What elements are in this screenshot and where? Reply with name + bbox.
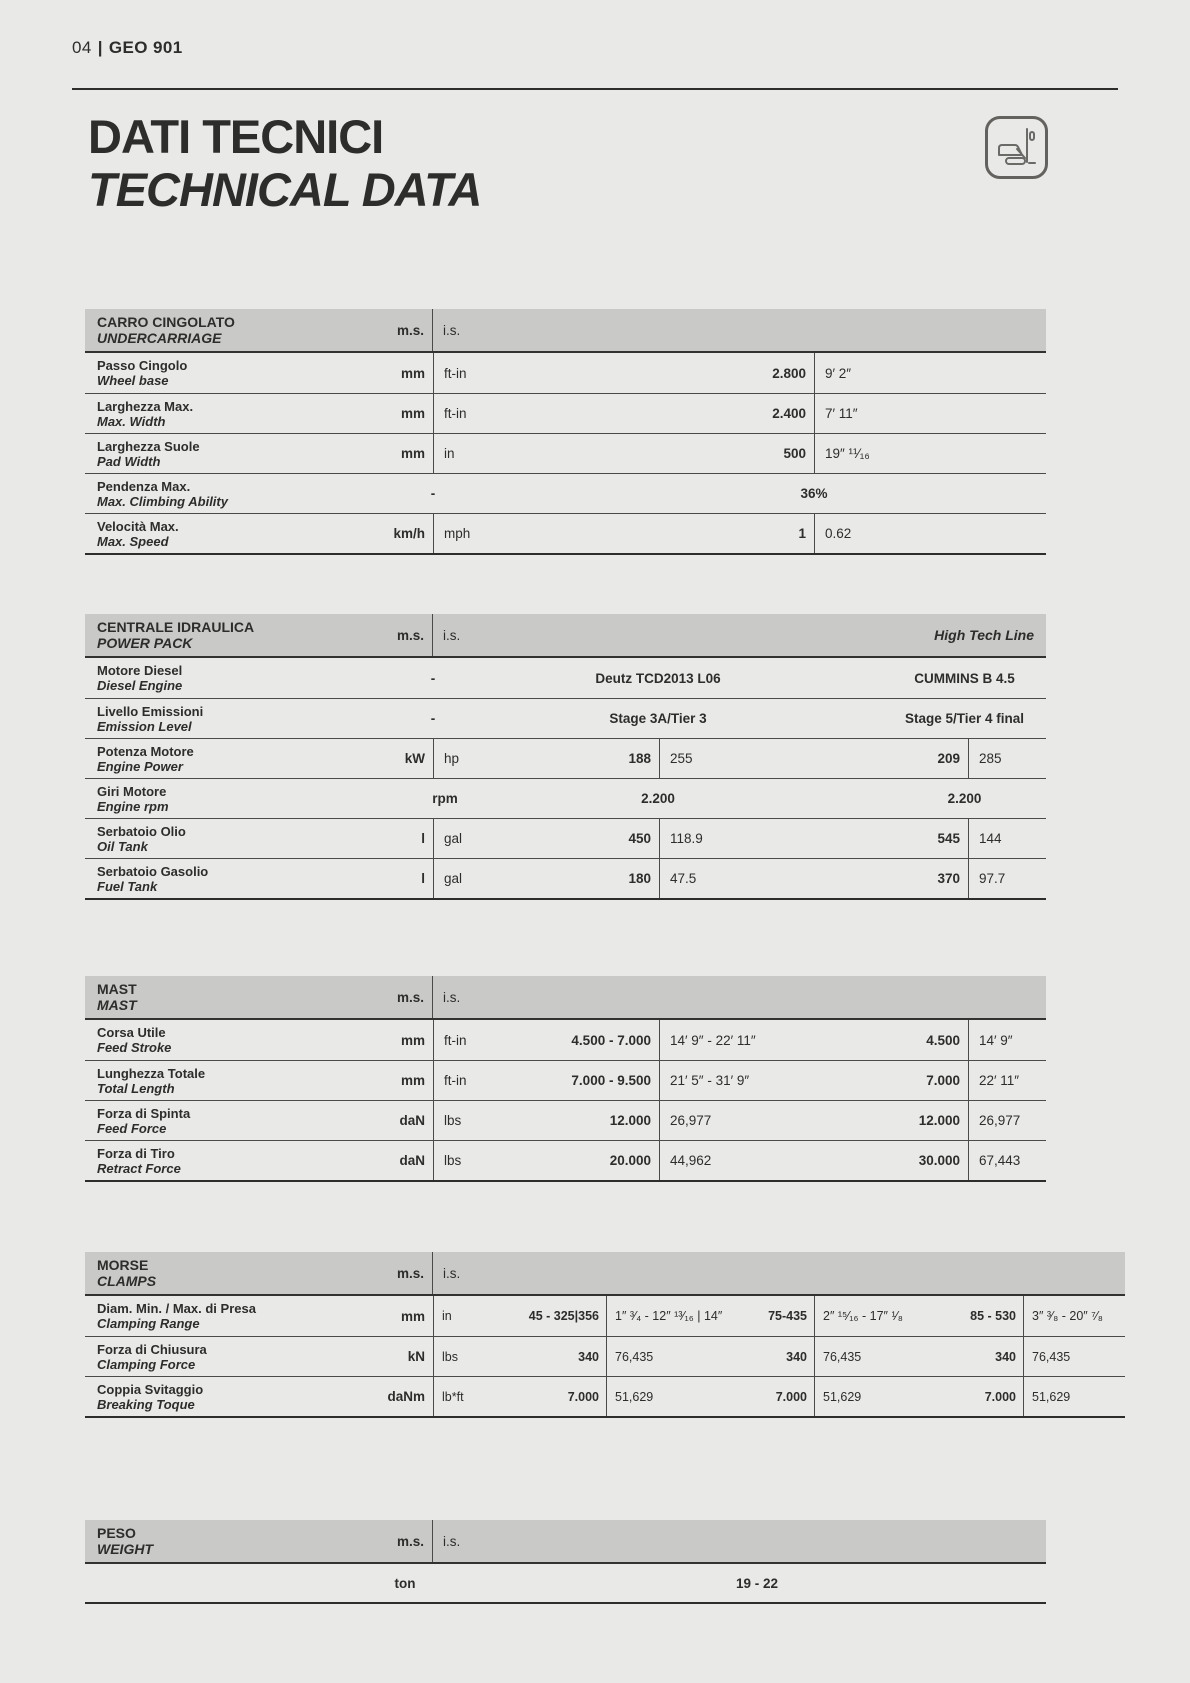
standard-value: 2.200 [641,791,675,806]
table-title-italian: PESO [97,1525,136,1541]
metric-value-3: 340 [995,1349,1016,1364]
table-row [85,433,1046,473]
table-title-english: UNDERCARRIAGE [97,330,222,346]
metric-unit: mm [400,365,425,381]
imperial-value-1: 51,629 [615,1389,654,1404]
label-italian: Diam. Min. / Max. di Presa [97,1301,256,1316]
imperial-value-htl: 26,977 [979,1113,1021,1128]
imperial-value-1: 76,435 [615,1349,654,1364]
metric-unit: daN [399,1113,425,1128]
row-label-cell [85,353,433,393]
imperial-unit: lbs [442,1349,458,1364]
value-cell [968,739,1046,778]
value-cell [659,1141,968,1180]
table-header [85,614,1046,658]
metric-value-1: 340 [578,1349,599,1364]
label-italian: Forza di Tiro [97,1145,175,1161]
table-row [85,353,1046,393]
label-italian: Velocità Max. [97,518,179,534]
imperial-system-header: i.s. [443,627,461,643]
metric-value-1: 7.000 [567,1389,599,1404]
table-title-italian: CENTRALE IDRAULICA [97,619,255,635]
value-cell [814,1296,1023,1336]
metric-value-htl: 370 [937,871,960,886]
label-english: Feed Stroke [97,1040,172,1055]
metric-value-htl: 12.000 [918,1113,960,1128]
label-english: Feed Force [97,1120,167,1136]
label-italian: Lunghezza Totale [97,1065,206,1081]
merged-value: 19 - 22 [735,1575,779,1591]
label-english: Emission Level [97,718,192,734]
row-label-cell [85,1141,433,1180]
label-english: Engine rpm [97,798,169,814]
metric-value-2: 75-435 [768,1309,807,1323]
imperial-value-htl: 67,443 [979,1153,1021,1168]
label-english: Clamping Range [97,1316,200,1331]
imperial-value: 19″ ¹¹⁄₁₆ [825,446,870,461]
drilling-rig-icon [994,125,1040,171]
value-cell [659,1020,968,1060]
table-header [85,1252,1125,1296]
label-italian: Forza di Chiusura [97,1341,207,1357]
metric-system-header: m.s. [396,322,424,338]
label-italian: Serbatoio Olio [97,823,186,839]
metric-unit: daN [399,1153,425,1168]
label-english: Total Length [97,1080,175,1096]
metric-value: 7.000 - 9.500 [571,1073,651,1088]
metric-value-2: 340 [786,1349,807,1364]
value-cell [433,394,814,433]
imperial-unit: gal [444,831,463,846]
imperial-value-2: 51,629 [823,1389,862,1404]
shared-unit: rpm [432,791,458,806]
metric-value-3: 85 - 530 [970,1309,1016,1323]
imperial-value-htl: 97.7 [979,871,1006,886]
metric-system-header: m.s. [396,1265,424,1281]
value-cell [433,434,814,473]
value-cell [433,1296,606,1336]
value-cell [659,819,968,858]
merged-value: 36% [800,486,828,501]
table-row [85,1140,1046,1180]
table-row [85,738,1046,778]
table-row [85,1336,1125,1376]
imperial-value-3: 3″ ³⁄₈ - 20″ ⁷⁄₈ [1032,1309,1103,1323]
imperial-unit: ft-in [444,406,467,421]
value-cell [814,394,1046,433]
value-cell [968,1101,1046,1140]
table-title-italian: CARRO CINGOLATO [97,314,235,330]
value-cell [433,514,814,553]
machine-icon-frame [985,116,1048,179]
model-name: GEO 901 [108,38,183,57]
metric-value-htl: 4.500 [926,1032,960,1048]
metric-unit: l [421,871,425,886]
value-cell [433,1337,606,1376]
metric-unit: mm [400,1073,425,1088]
value-cell [659,739,968,778]
value-cell [968,819,1046,858]
table-title-english: MAST [97,997,137,1013]
imperial-value-htl: 22′ 11″ [979,1073,1020,1088]
imperial-value-htl: 144 [979,831,1002,846]
imperial-value: 47.5 [670,871,697,886]
row-label-cell [85,1377,433,1416]
imperial-unit: in [442,1309,452,1323]
table-weight [85,1520,1046,1604]
metric-system-header: m.s. [396,1533,424,1549]
label-italian: Giri Motore [97,783,167,799]
value-cell [814,1377,1023,1416]
table-title-english: POWER PACK [97,635,193,651]
page-title [88,110,481,216]
variant-label: High Tech Line [934,627,1034,643]
table-clamps [85,1252,1125,1418]
imperial-value: 118.9 [670,831,703,846]
imperial-value: 255 [670,751,693,766]
value-cell [659,1061,968,1100]
imperial-unit: lb*ft [442,1389,464,1404]
table-row [85,858,1046,898]
metric-value: 450 [628,831,651,846]
label-english: Oil Tank [97,838,148,854]
row-label-cell [85,859,433,898]
label-english: Pad Width [97,453,161,469]
imperial-value-3: 76,435 [1032,1349,1071,1364]
table-row [85,1060,1046,1100]
value-cell [814,434,1046,473]
table-row-merged [85,473,1046,513]
row-label-cell [85,819,433,858]
label-italian: Passo Cingolo [97,358,188,373]
imperial-unit: lbs [444,1113,462,1128]
imperial-value: 14′ 9″ - 22′ 11″ [670,1032,756,1048]
metric-value: 188 [628,751,651,766]
value-cell [1023,1337,1125,1376]
table-undercarriage [85,309,1046,555]
imperial-value-3: 51,629 [1032,1389,1071,1404]
value-cell [1023,1296,1125,1336]
label-italian: Motore Diesel [97,663,183,678]
metric-unit: mm [400,446,425,461]
metric-value-htl: 209 [937,751,960,766]
imperial-unit: hp [444,751,460,766]
metric-value-3: 7.000 [984,1389,1016,1404]
row-label-cell [85,394,433,433]
table-row [85,1020,1046,1060]
value-cell [433,1377,606,1416]
metric-unit: mm [400,406,425,421]
label-english: Max. Speed [97,533,169,549]
title-line-english: TECHNICAL DATA [88,163,482,216]
value-cell [814,1337,1023,1376]
row-label-cell [85,434,433,473]
metric-value: 1 [798,526,806,541]
label-italian: Larghezza Suole [97,438,200,454]
value-cell [968,1061,1046,1100]
table-title [85,1257,340,1289]
table-row [85,1100,1046,1140]
metric-system-header: m.s. [396,627,424,643]
value-cell [814,514,1046,553]
value-cell [968,859,1046,898]
imperial-value-2: 2″ ¹⁵⁄₁₆ - 17″ ¹⁄₈ [823,1309,903,1323]
value-cell [433,1141,659,1180]
row-label-cell [85,1337,433,1376]
metric-value-htl: 30.000 [918,1153,960,1168]
value-cell [433,819,659,858]
imperial-value: 0.62 [825,526,852,541]
row-label-cell [85,739,433,778]
high-tech-line-value: 2.200 [947,791,982,806]
table-mast [85,976,1046,1182]
value-cell [606,1296,814,1336]
metric-value: 2.400 [772,406,806,421]
imperial-unit: ft-in [444,1032,467,1048]
standard-value: Stage 3A/Tier 3 [609,711,707,726]
label-italian: Forza di Spinta [97,1105,191,1121]
label-english: Breaking Toque [97,1396,195,1412]
high-tech-line-value: Stage 5/Tier 4 final [904,711,1025,726]
imperial-value-1: 1″ ³⁄₄ - 12″ ¹³⁄₁₆ | 14″ [615,1309,723,1323]
imperial-unit: ft-in [444,1073,467,1088]
label-italian: Livello Emissioni [97,703,204,719]
label-italian: Potenza Motore [97,743,194,759]
row-label-cell [85,1296,433,1336]
page-number: 04 [72,38,92,57]
value-cell [606,1377,814,1416]
metric-value: 180 [628,871,651,886]
standard-value: Deutz TCD2013 L06 [595,670,721,686]
label-italian: Larghezza Max. [97,398,194,414]
row-label-cell [85,1061,433,1100]
table-header [85,976,1046,1020]
table-title-italian: MORSE [97,1257,149,1273]
table-header [85,1520,1046,1564]
imperial-unit: ft-in [444,365,467,381]
imperial-unit: lbs [444,1153,462,1168]
row-label-cell [85,1101,433,1140]
row-label-cell [85,514,433,553]
metric-unit: mm [400,1032,425,1048]
metric-unit: l [421,831,425,846]
value-cell [433,1101,659,1140]
table-row-merged [85,1564,1046,1602]
label-english: Wheel base [97,373,169,388]
value-cell [433,739,659,778]
metric-value-htl: 545 [937,831,960,846]
imperial-value: 44,962 [670,1153,712,1168]
imperial-system-header: i.s. [443,989,461,1005]
header-rule [72,88,1118,90]
metric-value: 12.000 [609,1113,651,1128]
value-cell [606,1337,814,1376]
value-cell [814,353,1046,393]
value-cell [433,1061,659,1100]
label-english: Diesel Engine [97,678,183,693]
table-header [85,309,1046,353]
label-english: Max. Climbing Ability [97,493,228,509]
high-tech-line-value: CUMMINS B 4.5 [914,670,1015,686]
unit-dash: - [430,711,436,726]
imperial-value-htl: 285 [979,751,1002,766]
label-english: Retract Force [97,1160,181,1176]
table-row-merged [85,698,1046,738]
metric-unit: km/h [393,526,425,541]
table-title [85,981,340,1013]
label-italian: Serbatoio Gasolio [97,863,209,879]
value-cell [659,859,968,898]
imperial-value: 9′ 2″ [825,365,852,381]
metric-value: 20.000 [609,1153,651,1168]
metric-value-2: 7.000 [775,1389,807,1404]
label-english: Max. Width [97,413,166,429]
value-cell [659,1101,968,1140]
value-cell [968,1141,1046,1180]
metric-system-header: m.s. [396,989,424,1005]
table-row [85,818,1046,858]
label-italian: Pendenza Max. [97,478,191,494]
table-title-italian: MAST [97,981,137,997]
value-cell [433,1020,659,1060]
metric-value: 4.500 - 7.000 [571,1032,651,1048]
imperial-value: 7′ 11″ [825,406,858,421]
imperial-system-header: i.s. [443,1265,461,1281]
imperial-value-2: 76,435 [823,1349,862,1364]
metric-unit: mm [400,1308,425,1324]
title-line-italian: DATI TECNICI [88,110,384,163]
value-cell [1023,1377,1125,1416]
imperial-system-header: i.s. [443,322,461,338]
metric-value: 2.800 [772,365,806,381]
metric-unit: daNm [387,1389,425,1404]
label-italian: Coppia Svitaggio [97,1381,204,1397]
imperial-unit: in [444,446,455,461]
table-title-english: CLAMPS [97,1273,157,1289]
table-title [85,314,340,346]
table-title-english: WEIGHT [97,1541,153,1557]
metric-unit: kN [407,1349,425,1364]
metric-value: 500 [783,446,806,461]
table-row [85,513,1046,553]
imperial-system-header: i.s. [443,1533,461,1549]
value-cell [433,353,814,393]
imperial-value: 26,977 [670,1113,712,1128]
label-english: Clamping Force [97,1356,196,1372]
shared-unit: ton [394,1575,416,1591]
unit-dash: - [430,486,436,501]
label-english: Engine Power [97,758,183,774]
value-cell [968,1020,1046,1060]
table-power-pack [85,614,1046,900]
page-header [72,38,183,58]
metric-value-1: 45 - 325|356 [528,1309,599,1323]
imperial-unit: mph [444,526,471,541]
table-title [85,619,340,651]
separator: | [97,38,103,57]
unit-dash: - [430,670,436,686]
metric-unit: kW [404,751,425,766]
imperial-value: 21′ 5″ - 31′ 9″ [670,1073,750,1088]
label-english: Fuel Tank [97,878,158,894]
value-cell [433,859,659,898]
label-italian: Corsa Utile [97,1025,166,1040]
table-title [85,1525,340,1557]
row-label-cell [85,1020,433,1060]
table-row-merged [85,658,1046,698]
imperial-value-htl: 14′ 9″ [979,1032,1013,1048]
table-row [85,393,1046,433]
table-row-merged [85,778,1046,818]
metric-value-htl: 7.000 [926,1073,960,1088]
imperial-unit: gal [444,871,463,886]
table-row [85,1296,1125,1336]
table-row [85,1376,1125,1416]
